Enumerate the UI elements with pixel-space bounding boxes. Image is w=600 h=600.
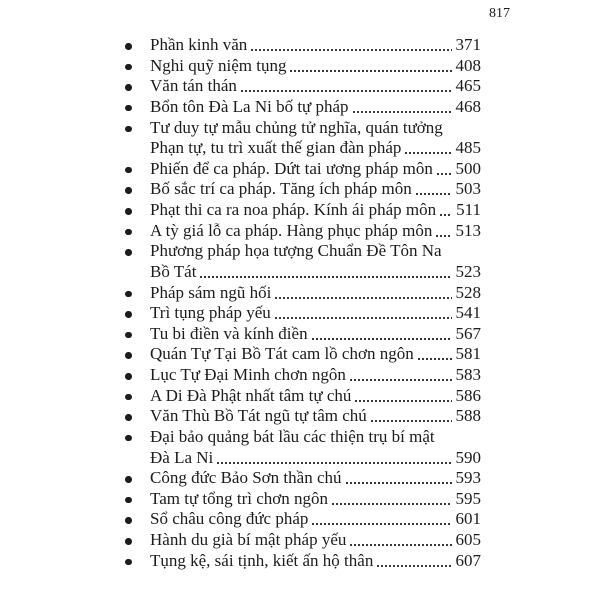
entry-page: 503	[455, 179, 481, 199]
entry-title: Phần kinh văn	[150, 35, 248, 54]
entry-title: Phiến để ca pháp. Dứt tai ương pháp môn	[150, 158, 433, 178]
toc-entry	[122, 97, 481, 118]
dot-leader	[199, 262, 451, 283]
entry-title: Văn tán thán	[150, 76, 237, 96]
bullet-icon	[125, 105, 132, 112]
entry-title-line: Phương pháp họa tượng Chuẩn Đề Tôn Na	[150, 241, 442, 261]
entry-title: Lục Tự Đại Minh chơn ngôn	[150, 365, 346, 384]
bullet-icon	[125, 373, 132, 380]
entry-page: 513	[455, 220, 481, 240]
entry-title: Bồ Tát	[150, 261, 197, 281]
entry-page: 588	[455, 406, 481, 426]
toc-entry	[122, 365, 481, 386]
entry-title-line: Đại bảo quảng bát lầu các thiện trụ bí mật	[150, 426, 435, 446]
dot-leader	[216, 448, 451, 469]
bullet-icon	[125, 229, 132, 236]
entry-page: 408	[455, 55, 481, 75]
page-number: 817	[489, 6, 510, 21]
dot-leader	[289, 56, 451, 77]
toc-entry	[122, 406, 481, 427]
toc-entry	[122, 283, 481, 304]
entry-title: Phạt thi ca ra noa pháp. Kính ái pháp môn	[150, 200, 437, 219]
entry-title: Tụng kệ, sái tịnh, kiết ấn hộ thân	[150, 550, 374, 570]
entry-title: Hành du già bí mật pháp yếu	[150, 530, 347, 549]
entry-title: Văn Thù Bồ Tát ngũ tự tâm chú	[150, 406, 367, 426]
bullet-icon	[125, 332, 132, 339]
entry-page: 485	[455, 138, 481, 158]
bullet-icon	[125, 167, 132, 174]
dot-leader	[345, 468, 452, 489]
bullet-icon	[125, 497, 132, 504]
dot-leader	[415, 179, 452, 200]
dot-leader	[352, 97, 452, 118]
dot-leader	[311, 509, 451, 530]
dot-leader	[404, 138, 451, 159]
entry-page: 541	[455, 303, 481, 323]
entry-title: Bổn tôn Đà La Ni bố tự pháp	[150, 96, 349, 116]
bullet-icon	[125, 559, 132, 566]
entry-page: 601	[455, 509, 481, 529]
dot-leader	[311, 324, 452, 345]
entry-title: Tu bi điền và kính điền	[150, 323, 308, 343]
entry-page: 468	[455, 96, 481, 116]
entry-page: 371	[455, 35, 481, 54]
toc-entry	[122, 35, 481, 56]
dot-leader	[417, 344, 452, 365]
entry-page: 593	[455, 468, 481, 488]
toc-entry	[122, 551, 481, 572]
toc-entry	[122, 76, 481, 97]
bullet-icon	[125, 352, 132, 359]
dot-leader	[240, 76, 452, 97]
entry-title: Quán Tự Tại Bồ Tát cam lồ chơn ngôn	[150, 344, 414, 364]
entry-page: 523	[455, 261, 481, 281]
entry-title: A tỳ giá lỗ ca pháp. Hàng phục pháp môn	[150, 220, 433, 240]
dot-leader	[274, 303, 452, 324]
entry-page: 511	[456, 200, 481, 219]
toc-entry	[122, 303, 481, 324]
entry-page: 567	[455, 323, 481, 343]
bullet-icon	[125, 394, 132, 401]
entry-title: A Di Đà Phật nhất tâm tự chú	[150, 385, 352, 405]
toc-entry	[122, 179, 481, 200]
toc-entry	[122, 468, 481, 489]
table-of-contents	[122, 35, 481, 571]
toc-entry	[122, 344, 481, 365]
dot-leader	[354, 386, 451, 407]
toc-entry	[122, 118, 481, 159]
entry-title: Pháp sám ngũ hối	[150, 282, 272, 302]
bullet-icon	[125, 476, 132, 483]
bullet-icon	[125, 249, 132, 256]
entry-title: Phạn tự, tu trì xuất thế gian đàn pháp	[150, 138, 402, 158]
entry-title: Đà La Ni	[150, 447, 214, 467]
entry-title: Công đức Bảo Sơn thần chú	[150, 468, 342, 488]
toc-entry	[122, 386, 481, 407]
entry-page: 605	[455, 530, 481, 549]
toc-entry	[122, 509, 481, 530]
toc-entry	[122, 56, 481, 77]
entry-page: 595	[455, 488, 481, 508]
dot-leader	[349, 530, 451, 551]
dot-leader	[370, 406, 452, 427]
toc-entry	[122, 324, 481, 345]
toc-entry	[122, 489, 481, 510]
bullet-icon	[125, 517, 132, 524]
dot-leader	[274, 283, 451, 304]
toc-entry	[122, 159, 481, 180]
entry-page: 590	[455, 447, 481, 467]
bullet-icon	[125, 208, 132, 215]
dot-leader	[250, 35, 451, 56]
entry-page: 586	[455, 385, 481, 405]
dot-leader	[435, 221, 451, 242]
toc-entry	[122, 427, 481, 468]
entry-title-line: Tư duy tự mẫu chủng tử nghĩa, quán tưởng	[150, 117, 443, 137]
entry-page: 607	[455, 550, 481, 570]
entry-page: 583	[455, 365, 481, 384]
entry-page: 581	[455, 344, 481, 364]
bullet-icon	[125, 538, 132, 545]
dot-leader	[349, 365, 452, 386]
entry-title: Bố sắc trí ca pháp. Tăng ích pháp môn	[150, 179, 412, 199]
entry-title: Sổ châu công đức pháp	[150, 509, 309, 529]
bullet-icon	[125, 64, 132, 71]
dot-leader	[439, 200, 452, 221]
toc-entry	[122, 241, 481, 282]
toc-entry	[122, 221, 481, 242]
bullet-icon	[125, 435, 132, 442]
entry-title: Tam tự tổng trì chơn ngôn	[150, 488, 329, 508]
toc-entry	[122, 200, 481, 221]
entry-page: 500	[455, 158, 481, 178]
dot-leader	[436, 159, 452, 180]
entry-page: 528	[455, 282, 481, 302]
bullet-icon	[125, 291, 132, 298]
bullet-icon	[125, 414, 132, 421]
bullet-icon	[125, 187, 132, 194]
bullet-icon	[125, 43, 132, 50]
entry-page: 465	[455, 76, 481, 96]
bullet-icon	[125, 311, 132, 318]
dot-leader	[331, 489, 451, 510]
dot-leader	[376, 551, 451, 572]
entry-title: Trì tụng pháp yếu	[150, 303, 271, 323]
toc-entry	[122, 530, 481, 551]
bullet-icon	[125, 84, 132, 91]
entry-title: Nghi quỹ niệm tụng	[150, 55, 287, 75]
bullet-icon	[125, 126, 132, 133]
